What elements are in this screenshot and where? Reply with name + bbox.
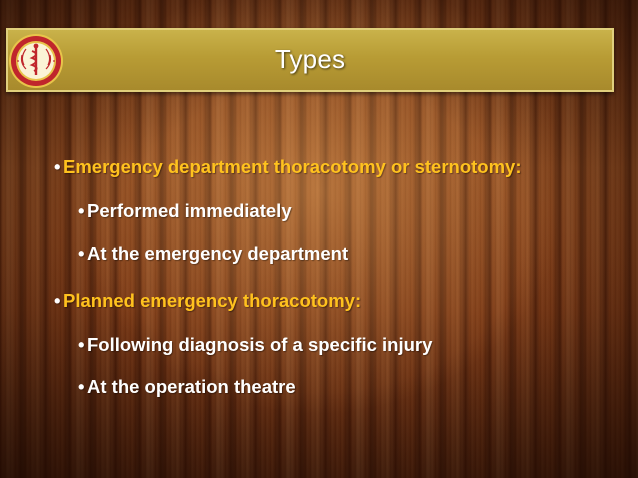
bullet-dot: •: [78, 200, 85, 221]
bullet-dot: •: [78, 334, 85, 355]
bullet-dot: •: [54, 290, 61, 311]
bullet-dot: •: [54, 156, 61, 177]
bullet-dot: •: [78, 376, 85, 397]
bullet-text: At the operation theatre: [87, 376, 296, 397]
bullet-item-level2: [78, 376, 296, 398]
bullet-item-level2: [78, 243, 349, 265]
slide-title: Types: [274, 44, 346, 74]
bullet-item-level2: [78, 334, 433, 356]
bullet-dot: •: [78, 243, 85, 264]
bullet-item-level1: [54, 156, 522, 178]
bullet-text: Following diagnosis of a specific injury: [87, 334, 433, 355]
bullet-text: Planned emergency thoracotomy:: [63, 290, 362, 311]
bullet-item-level1: [54, 290, 362, 312]
medical-emblem-icon: [8, 33, 64, 89]
bullet-text: At the emergency department: [87, 243, 349, 264]
bullet-text: Emergency department thoracotomy or sternotomy:: [63, 156, 522, 177]
bullet-text: Performed immediately: [87, 200, 292, 221]
title-bar: [6, 28, 614, 92]
bullet-item-level2: [78, 200, 292, 222]
